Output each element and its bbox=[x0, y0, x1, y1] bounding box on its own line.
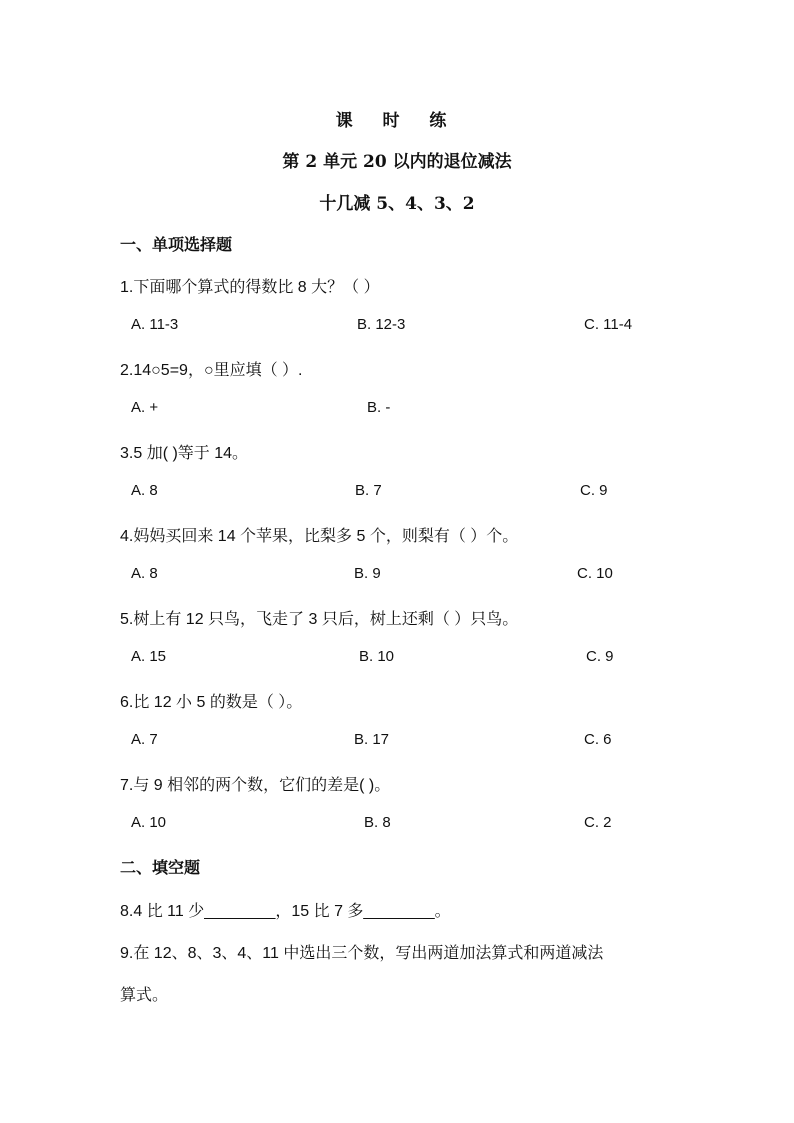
q6-option-b: B. 17 bbox=[354, 731, 390, 748]
question-9-continued: 算式。 bbox=[120, 987, 169, 1004]
q4-option-b: B. 9 bbox=[354, 565, 381, 582]
q3-option-c: C. 9 bbox=[580, 482, 608, 499]
section-heading-multiple-choice: 一、单项选择题 bbox=[120, 237, 233, 254]
question-9: 9.在 12、8、3、4、11 中选出三个数，写出两道加法算式和两道减法 bbox=[120, 945, 604, 962]
unit-title: 第 2 单元 20 以内的退位减法 bbox=[282, 152, 512, 172]
q4-option-c: C. 10 bbox=[577, 565, 613, 582]
q7-option-b: B. 8 bbox=[364, 814, 391, 831]
q5-option-c: C. 9 bbox=[586, 648, 614, 665]
question-3: 3.5 加( )等于 14。 bbox=[120, 445, 249, 462]
question-6: 6.比 12 小 5 的数是（ ）。 bbox=[120, 694, 303, 711]
q1-option-a: A. 11-3 bbox=[131, 316, 179, 333]
question-4: 4.妈妈买回来 14 个苹果，比梨多 5 个，则梨有（ ）个。 bbox=[120, 528, 519, 545]
section-heading-fill-in: 二、填空题 bbox=[120, 860, 201, 877]
question-1: 1.下面哪个算式的得数比 8 大？（ ） bbox=[120, 279, 380, 296]
q1-option-c: C. 11-4 bbox=[584, 316, 633, 333]
question-2: 2.14○5=9，○里应填（ ）. bbox=[120, 362, 303, 379]
q7-option-c: C. 2 bbox=[584, 814, 612, 831]
q4-option-a: A. 8 bbox=[131, 565, 158, 582]
q2-option-b: B. - bbox=[367, 399, 391, 416]
q6-option-a: A. 7 bbox=[131, 731, 158, 748]
q5-option-a: A. 15 bbox=[131, 648, 167, 665]
q3-option-b: B. 7 bbox=[355, 482, 382, 499]
question-8: 8.4 比 11 少________，15 比 7 多________。 bbox=[120, 903, 451, 920]
q2-option-a: A. + bbox=[131, 399, 159, 416]
question-5: 5.树上有 12 只鸟，飞走了 3 只后，树上还剩（ ）只鸟。 bbox=[120, 611, 519, 628]
question-7: 7.与 9 相邻的两个数，它们的差是( )。 bbox=[120, 777, 391, 794]
lesson-title: 十几减 5、4、3、2 bbox=[319, 194, 475, 214]
q7-option-a: A. 10 bbox=[131, 814, 167, 831]
q5-option-b: B. 10 bbox=[359, 648, 395, 665]
q3-option-a: A. 8 bbox=[131, 482, 158, 499]
q6-option-c: C. 6 bbox=[584, 731, 612, 748]
q1-option-b: B. 12-3 bbox=[357, 316, 406, 333]
page-title: 课 时 练 bbox=[335, 111, 459, 131]
